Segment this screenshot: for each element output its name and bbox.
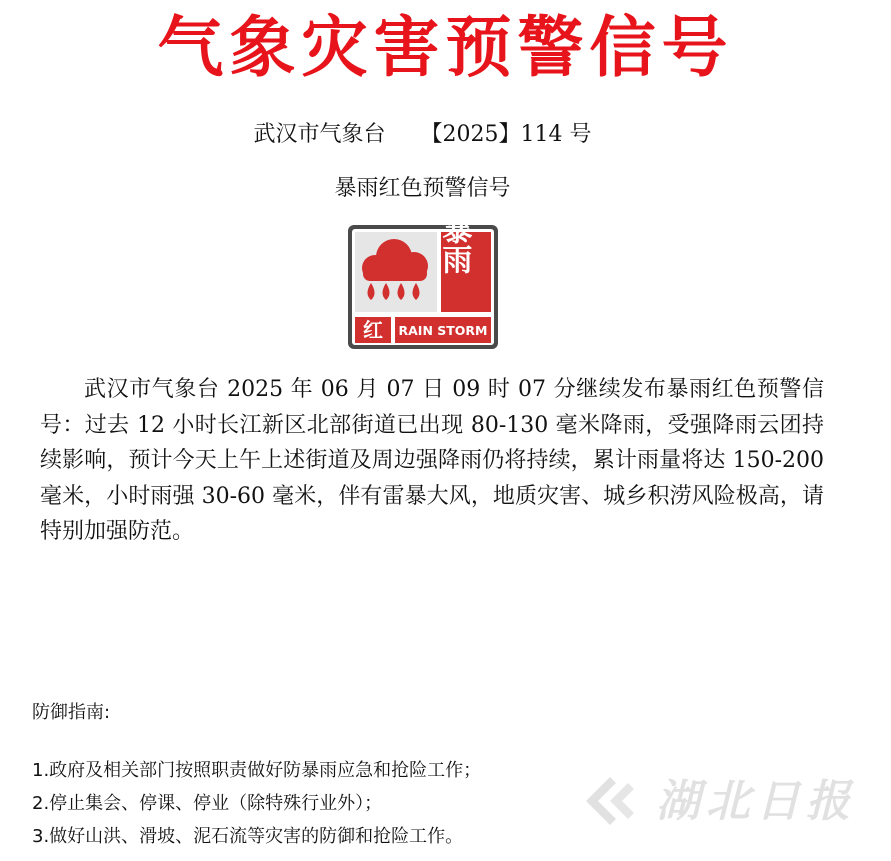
- warning-body-paragraph: 武汉市气象台 2025 年 06 月 07 日 09 时 07 分继续发布暴雨红色预警信号：过去 12 小时长江新区北部街道已出现 80-130 毫米降雨，受强降雨云团持续影响，预计今天上午上述街道及周边强降雨仍将持续，累计雨量将达 150-200 毫米，小时雨强 30-60 毫米，伴有雷暴大风，地质灾害、城乡积涝风险极高，请特别加强防范。: [40, 377, 824, 544]
- watermark-text: 湖北日报: [656, 776, 856, 827]
- watermark: [580, 762, 880, 832]
- document-number-line: [0, 118, 845, 152]
- guide-list: [32, 754, 481, 853]
- issuer: 武汉市气象台: [253, 122, 386, 147]
- guide-item: 2.停止集会、停课、停业（除特殊行业外）；: [32, 793, 383, 814]
- signal-name: 暴雨红色预警信号: [334, 176, 511, 201]
- guide-heading: 防御指南:: [32, 702, 111, 723]
- document-title: 气象灾害预警信号: [157, 8, 734, 86]
- icon-label-cn: 暴雨: [436, 224, 472, 274]
- document-number: 【2025】114 号: [420, 122, 592, 147]
- icon-level-cn: 红: [363, 318, 383, 342]
- guide-item: 1.政府及相关部门按照职责做好防暴雨应急和抢险工作；: [32, 760, 482, 781]
- guide-item: 3.做好山洪、滑坡、泥石流等灾害的防御和抢险工作。: [32, 826, 464, 847]
- icon-label-en: RAIN STORM: [398, 323, 488, 338]
- rainstorm-red-warning-icon: [347, 224, 499, 350]
- watermark-logo-icon: [580, 767, 650, 827]
